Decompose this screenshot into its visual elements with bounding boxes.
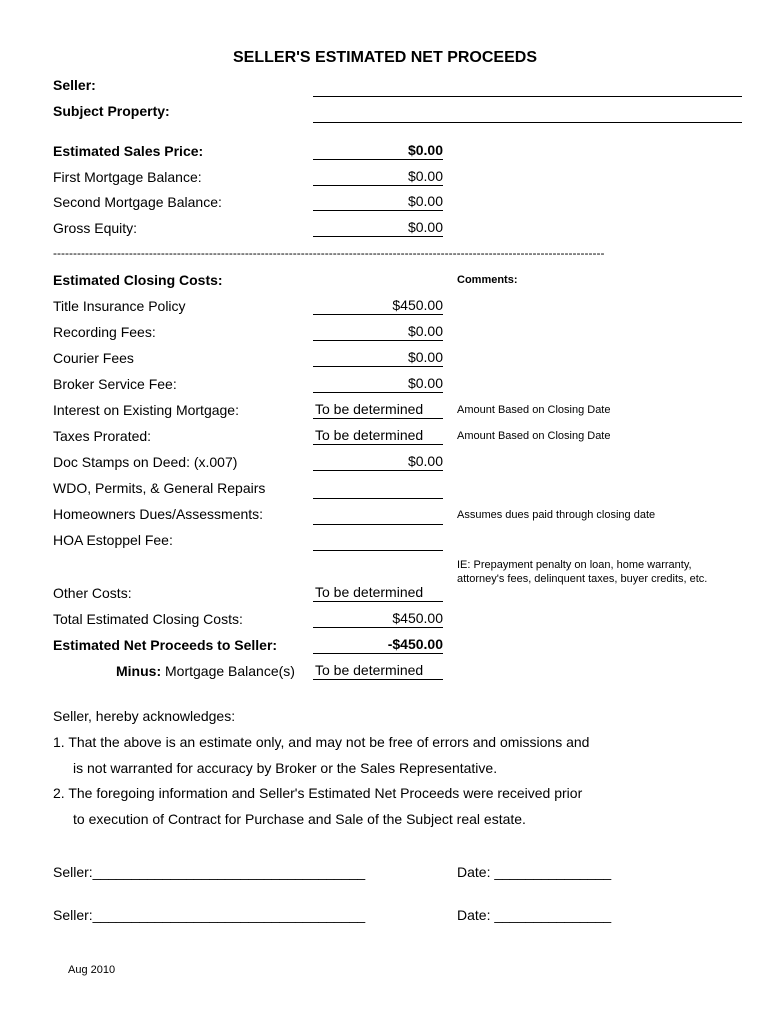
taxes-value[interactable]: To be determined [313, 426, 443, 445]
minus-mortgage-label [116, 663, 295, 679]
taxes-label: Taxes Prorated: [53, 428, 152, 444]
first-mortgage-value[interactable]: $0.00 [313, 167, 443, 186]
net-proceeds-label: Estimated Net Proceeds to Seller: [53, 637, 278, 653]
date-signature-1[interactable]: Date: _______________ [457, 864, 612, 880]
first-mortgage-label: First Mortgage Balance: [53, 169, 202, 185]
interest-value[interactable]: To be determined [313, 400, 443, 419]
seller-signature-2[interactable]: Seller:___________________________________ [53, 907, 366, 923]
ack-item1-line2: is not warranted for accuracy by Broker or the Sales Representative. [73, 760, 498, 776]
doc-stamps-value[interactable]: $0.00 [313, 452, 443, 471]
seller-signature-1[interactable]: Seller:___________________________________ [53, 864, 366, 880]
second-mortgage-value[interactable]: $0.00 [313, 192, 443, 211]
sales-price-value[interactable]: $0.00 [313, 141, 443, 160]
hoa-dues-label: Homeowners Dues/Assessments: [53, 506, 264, 522]
hoa-dues-comment: Assumes dues paid through closing date [457, 509, 656, 521]
courier-fees-value[interactable]: $0.00 [313, 348, 443, 367]
gross-equity-label: Gross Equity: [53, 220, 138, 236]
page-title: SELLER'S ESTIMATED NET PROCEEDS [233, 49, 537, 66]
total-closing-label: Total Estimated Closing Costs: [53, 611, 243, 627]
other-costs-value[interactable]: To be determined [313, 583, 443, 602]
other-costs-comment: IE: Prepayment penalty on loan, home warranty, attorney's fees, delinquent taxes, buyer credits, etc. [457, 559, 708, 585]
gross-equity-value: $0.00 [313, 218, 443, 237]
minus-mortgage-value[interactable]: To be determined [313, 661, 443, 680]
date-signature-2[interactable]: Date: _______________ [457, 907, 612, 923]
wdo-label: WDO, Permits, & General Repairs [53, 480, 266, 496]
footer-date: Aug 2010 [68, 964, 116, 976]
closing-costs-heading: Estimated Closing Costs: [53, 272, 223, 288]
wdo-input-line[interactable] [313, 480, 443, 499]
broker-fee-label: Broker Service Fee: [53, 376, 177, 392]
minus-label-text: Mortgage Balance(s) [165, 663, 295, 679]
subject-property-label: Subject Property: [53, 103, 170, 119]
broker-fee-value[interactable]: $0.00 [313, 374, 443, 393]
sales-price-label: Estimated Sales Price: [53, 143, 204, 159]
recording-fees-label: Recording Fees: [53, 324, 156, 340]
subject-property-input-line[interactable] [313, 108, 742, 123]
section-divider: ------------------------------------------------------------------------------------------------------------------------------------------ [53, 246, 605, 260]
seller-label: Seller: [53, 77, 96, 93]
ack-item1-line1: 1. That the above is an estimate only, and may not be free of errors and omissions and [53, 734, 590, 750]
other-costs-label: Other Costs: [53, 585, 132, 601]
hoa-estoppel-label: HOA Estoppel Fee: [53, 532, 173, 548]
minus-bold-text: Minus: [116, 663, 162, 679]
ack-item2-line1: 2. The foregoing information and Seller's Estimated Net Proceeds were received prior [53, 785, 583, 801]
interest-comment: Amount Based on Closing Date [457, 404, 611, 416]
interest-label: Interest on Existing Mortgage: [53, 402, 239, 418]
ack-item2-line2: to execution of Contract for Purchase and Sale of the Subject real estate. [73, 811, 526, 827]
doc-stamps-label: Doc Stamps on Deed: (x.007) [53, 454, 238, 470]
comments-heading: Comments: [457, 274, 518, 286]
second-mortgage-label: Second Mortgage Balance: [53, 194, 222, 210]
taxes-comment: Amount Based on Closing Date [457, 430, 611, 442]
recording-fees-value[interactable]: $0.00 [313, 322, 443, 341]
total-closing-value: $450.00 [313, 609, 443, 628]
title-insurance-value[interactable]: $450.00 [313, 296, 443, 315]
net-proceeds-value: -$450.00 [313, 635, 443, 654]
title-insurance-label: Title Insurance Policy [53, 298, 186, 314]
ack-intro: Seller, hereby acknowledges: [53, 708, 236, 724]
seller-input-line[interactable] [313, 82, 742, 97]
hoa-dues-input-line[interactable] [313, 506, 443, 525]
hoa-estoppel-input-line[interactable] [313, 532, 443, 551]
courier-fees-label: Courier Fees [53, 350, 134, 366]
